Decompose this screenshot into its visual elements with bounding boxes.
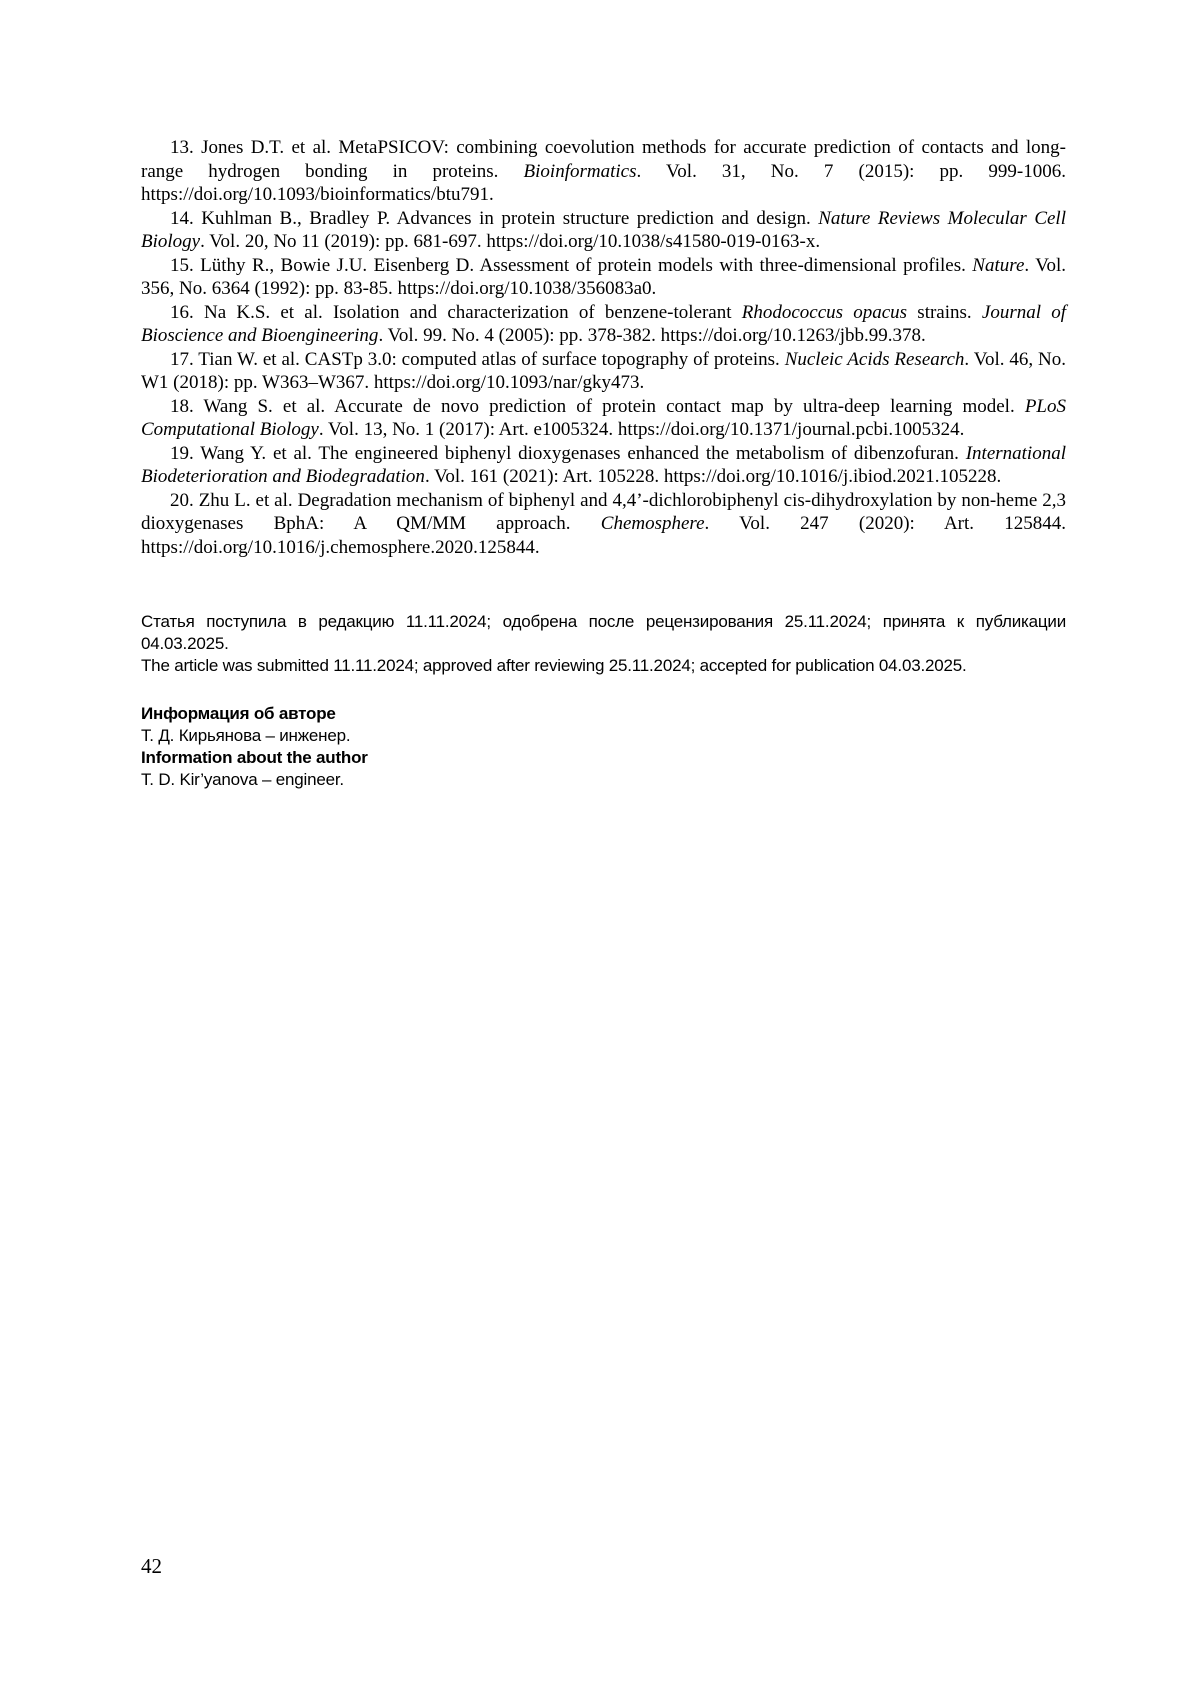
reference-segment: International Biodeterioration and Biodegradation: [141, 442, 1066, 487]
reference-item: [141, 207, 1066, 254]
reference-segment: Bioinformatics: [523, 160, 637, 182]
reference-item: [141, 489, 1066, 560]
reference-segment: . Vol. 20, No 11 (2019): pp. 681-697. https://doi.org/10.1038/s41580-019-0163-x.: [200, 231, 821, 252]
reference-item: [141, 395, 1066, 442]
author-info-heading-ru: Информация об авторе: [141, 704, 336, 723]
submission-note-ru: Статья поступила в редакцию 11.11.2024; одобрена после рецензирования 25.11.2024; принята к публикации 04.03.2025.: [141, 612, 1066, 653]
author-info-heading-en: Information about the author: [141, 748, 368, 767]
reference-segment: . Vol. 46, No. W1 (2018): pp. W363–W367. https://doi.org/10.1093/nar/gky473.: [141, 348, 1067, 393]
submission-note-en: The article was submitted 11.11.2024; approved after reviewing 25.11.2024; accepted for publication 04.03.2025.: [141, 656, 967, 675]
reference-item: [141, 136, 1066, 207]
reference-segment: . Vol. 161 (2021): Art. 105228. https://doi.org/10.1016/j.ibiod.2021.105228.: [424, 466, 1002, 487]
reference-segment: 14. Kuhlman B., Bradley P. Advances in protein structure prediction and design.: [170, 207, 819, 229]
reference-segment: Nature: [972, 254, 1025, 276]
reference-segment: 18. Wang S. et al. Accurate de novo prediction of protein contact map by ultra-deep learning model.: [170, 395, 1025, 417]
reference-segment: 20. Zhu L. et al. Degradation mechanism of biphenyl and 4,4’-dichlorobiphenyl cis-dihydroxylation by non-heme 2,3 dioxygenases BphA: A QM/MM approach.: [141, 489, 1066, 534]
page-number: 42: [141, 1554, 162, 1578]
reference-item: [141, 442, 1066, 489]
references-list: [141, 136, 1066, 559]
reference-item: [141, 348, 1066, 395]
author-info-text-en: T. D. Kir’yanova – engineer.: [141, 770, 344, 789]
reference-segment: . Vol. 99. No. 4 (2005): pp. 378-382. https://doi.org/10.1263/jbb.99.378.: [378, 325, 926, 346]
author-info-text-ru: Т. Д. Кирьянова – инженер.: [141, 726, 351, 745]
reference-segment: 15. Lüthy R., Bowie J.U. Eisenberg D. Assessment of protein models with three-dimensional profiles.: [170, 254, 973, 276]
reference-segment: . Vol. 13, No. 1 (2017): Art. e1005324. https://doi.org/10.1371/journal.pcbi.1005324.: [318, 419, 965, 440]
reference-segment: strains.: [907, 301, 982, 323]
reference-segment: Rhodococcus opacus: [741, 301, 908, 323]
reference-segment: . Vol. 356, No. 6364 (1992): pp. 83-85. https://doi.org/10.1038/356083a0.: [141, 254, 1066, 299]
reference-segment: PLoS Computational Biology: [141, 395, 1066, 440]
reference-segment: 16. Na K.S. et al. Isolation and characterization of benzene-tolerant: [170, 301, 742, 323]
reference-segment: . Vol. 247 (2020): Art. 125844. https://doi.org/10.1016/j.chemosphere.2020.125844.: [141, 513, 1066, 558]
reference-segment: 13. Jones D.T. et al. MetaPSICOV: combining coevolution methods for accurate prediction of contacts and long-range hydrogen bonding in proteins.: [141, 137, 1066, 182]
author-info: [141, 703, 1066, 791]
reference-segment: 19. Wang Y. et al. The engineered biphenyl dioxygenases enhanced the metabolism of dibenzofuran.: [170, 442, 966, 464]
submission-note: [141, 611, 1066, 677]
reference-segment: Journal of Bioscience and Bioengineering: [141, 301, 1066, 346]
reference-segment: 17. Tian W. et al. CASTp 3.0: computed atlas of surface topography of proteins.: [170, 348, 785, 370]
reference-segment: Chemosphere: [600, 513, 705, 534]
reference-segment: Nucleic Acids Research: [784, 348, 965, 370]
reference-item: [141, 254, 1066, 301]
reference-segment: . Vol. 31, No. 7 (2015): pp. 999-1006. https://doi.org/10.1093/bioinformatics/btu791.: [141, 160, 1066, 205]
reference-item: [141, 301, 1066, 348]
reference-segment: Nature Reviews Molecular Cell Biology: [141, 207, 1066, 252]
page-content: [141, 136, 1066, 791]
